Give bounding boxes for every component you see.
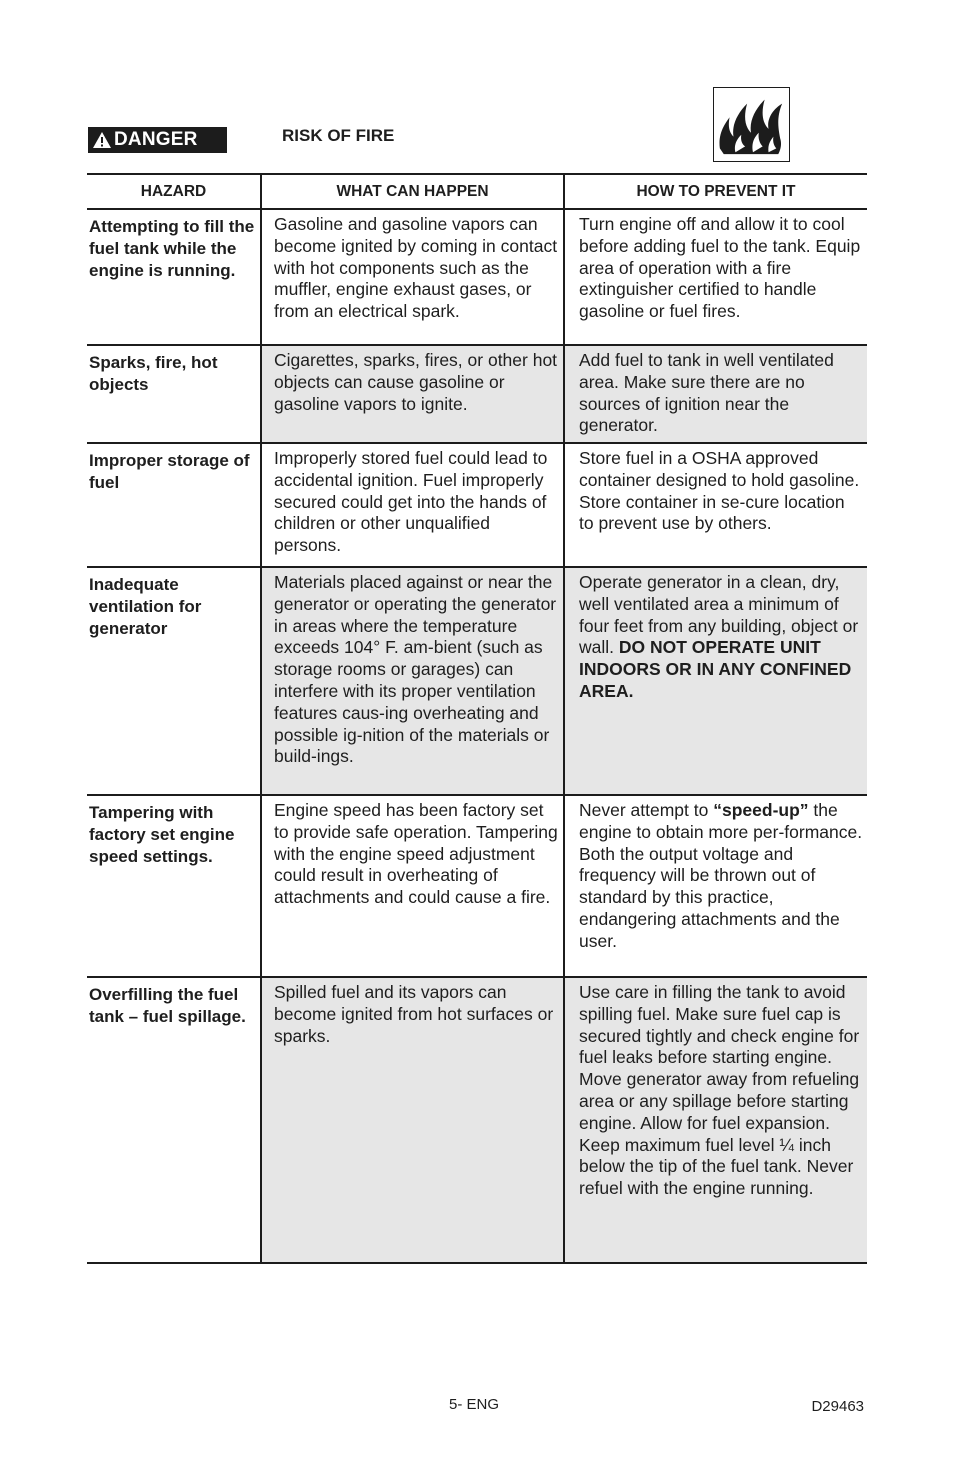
table-row	[87, 345, 867, 443]
table-row	[87, 443, 867, 567]
how-to-prevent-cell	[564, 795, 867, 977]
prevent-text-pre: Never attempt to	[579, 800, 709, 820]
how-to-prevent-cell	[564, 567, 867, 795]
danger-label: DANGER	[114, 129, 198, 150]
hazard-cell: Sparks, fire, hot objects	[87, 345, 261, 443]
what-can-happen-cell: Improperly stored fuel could lead to accidental ignition. Fuel improperly secured could get into the hands of children or other unqualified persons.	[261, 443, 564, 567]
hazard-table	[87, 173, 867, 1264]
danger-badge	[88, 127, 227, 153]
warning-triangle-icon	[92, 131, 112, 149]
column-header-hazard: HAZARD	[87, 174, 261, 209]
document-code: D29463	[811, 1398, 864, 1415]
hazard-cell: Overfilling the fuel tank – fuel spillage.	[87, 977, 261, 1263]
hazard-cell: Attempting to fill the fuel tank while the engine is running.	[87, 209, 261, 345]
column-header-how-to-prevent: HOW TO PREVENT IT	[564, 174, 867, 209]
how-to-prevent-cell: Turn engine off and allow it to cool before adding fuel to the tank. Equip area of operation with a fire extinguisher certified to handle gasoline or fuel fires.	[564, 209, 867, 345]
what-can-happen-cell: Engine speed has been factory set to provide safe operation. Tampering with the engine speed adjustment could result in overheating of attachments and could cause a fire.	[261, 795, 564, 977]
what-can-happen-cell: Spilled fuel and its vapors can become ignited from hot surfaces or sparks.	[261, 977, 564, 1263]
table-row	[87, 209, 867, 345]
table-row	[87, 977, 867, 1263]
how-to-prevent-cell: Store fuel in a OSHA approved container designed to hold gasoline. Store container in se-cure location to prevent use by others.	[564, 443, 867, 567]
prevent-emphasis-bold: “speed-up”	[713, 800, 809, 820]
table-row	[87, 795, 867, 977]
prevent-text: Operate generator in a clean, dry, well ventilated area a minimum of four feet from any building, object or wall.	[579, 572, 859, 658]
prevent-text: the engine to obtain more per-formance. Both the output voltage and frequency will be thrown out of standard by this practice, endangering attachments and the user.	[579, 800, 863, 951]
what-can-happen-cell: Materials placed against or near the generator or operating the generator in areas where the temperature exceeds 104° F. am-bient (such as storage rooms or garages) can interfere with its proper ventilation features caus-ing overheating and possible ig-nition of the materials or build-ings.	[261, 567, 564, 795]
prevent-warning-bold: DO NOT OPERATE UNIT INDOORS OR IN ANY CONFINED AREA.	[579, 637, 852, 701]
hazard-cell: Improper storage of fuel	[87, 443, 261, 567]
how-to-prevent-cell: Add fuel to tank in well ventilated area. Make sure there are no sources of ignition near the generator.	[564, 345, 867, 443]
table-row	[87, 567, 867, 795]
table-header-row	[87, 174, 867, 209]
risk-title: RISK OF FIRE	[282, 126, 395, 145]
hazard-cell: Inadequate ventilation for generator	[87, 567, 261, 795]
fire-hazard-icon	[713, 87, 790, 162]
how-to-prevent-cell: Use care in filling the tank to avoid spilling fuel. Make sure fuel cap is secured tightly and check engine for fuel leaks before starting engine. Move generator away from refueling area or any spillage before starting engine. Allow for fuel expansion. Keep maximum fuel level ¼ inch below the tip of the fuel tank. Never refuel with the engine running.	[564, 977, 867, 1263]
column-header-what-can-happen: WHAT CAN HAPPEN	[261, 174, 564, 209]
hazard-cell: Tampering with factory set engine speed settings.	[87, 795, 261, 977]
what-can-happen-cell: Gasoline and gasoline vapors can become ignited by coming in contact with hot components such as the muffler, engine exhaust gases, or from an electrical spark.	[261, 209, 564, 345]
page-number: 5- ENG	[449, 1396, 500, 1413]
what-can-happen-cell: Cigarettes, sparks, fires, or other hot objects can cause gasoline or gasoline vapors to ignite.	[261, 345, 564, 443]
